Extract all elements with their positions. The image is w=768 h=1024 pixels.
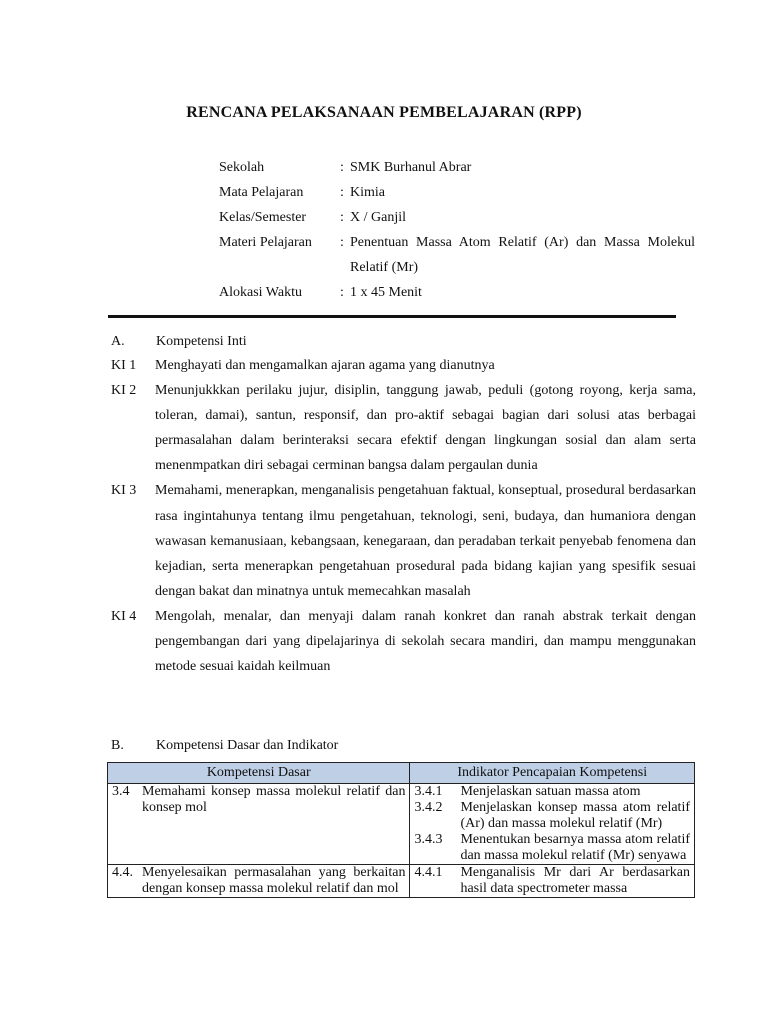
section-title: Kompetensi Dasar dan Indikator (156, 738, 339, 753)
ki-text: Menghayati dan mengamalkan ajaran agama yang dianutnya (155, 358, 495, 373)
identity-label: Materi Pelajaran (219, 235, 312, 250)
identity-colon: : (340, 235, 344, 250)
identity-colon: : (340, 160, 344, 175)
identity-label: Sekolah (219, 160, 265, 175)
identity-block (219, 155, 695, 305)
kd-number: 4.4. (112, 865, 133, 880)
section-title: Kompetensi Inti (156, 334, 247, 349)
ki-text: Menunjukkkan perilaku jujur, disiplin, tanggung jawab, peduli (gotong royong, kerja sama, toleran, damai), santun, responsif, dan pro-aktif sebagai bagian dari solusi atas berbagai permasalahan dalam berinteraksi secara efektif dengan lingkungan sosial dan alam serta menenmpatkan diri sebagai cerminan bangsa dalam pergaulan dunia (155, 383, 696, 474)
section-letter: A. (111, 334, 125, 349)
indicator-cell (410, 784, 695, 865)
indicator-text: Menganalisis Mr dari Ar berdasarkan hasil data spectrometer massa (460, 865, 690, 896)
ki-item (111, 353, 696, 378)
identity-row-subject (219, 180, 695, 205)
indicator-number: 4.4.1 (414, 865, 443, 880)
section-letter: B. (111, 738, 124, 753)
kd-entry (112, 865, 405, 897)
indicator-item (414, 800, 690, 832)
identity-colon: : (340, 210, 344, 225)
section-heading (111, 331, 696, 353)
table-row (108, 784, 695, 865)
ki-text: Memahami, menerapkan, menganalisis pengetahuan faktual, konseptual, prosedural berdasarkan rasa ingintahunya tentang ilmu pengetahuan, teknologi, seni, budaya, dan humaniora dengan wawasan kemanusiaan, kebangsaan, kenegaraan, dan peradaban terkait penyebab fenomena dan kejadian, serta menerapkan pengetahuan prosedural pada bidang kajian yang spesifik sesuai dengan bakat dan minatnya untuk memecahkan masalah (155, 483, 696, 599)
indicator-text: Menjelaskan satuan massa atom (460, 784, 641, 799)
identity-colon: : (340, 285, 344, 300)
kd-entry (112, 784, 405, 816)
kd-number: 3.4 (112, 784, 130, 799)
kd-text: Menyelesaikan permasalahan yang berkaitan dengan konsep massa molekul relatif dan mol (142, 865, 406, 896)
ki-item (111, 604, 696, 679)
kd-cell (108, 784, 410, 865)
indicator-item (414, 865, 690, 897)
ki-code: KI 3 (111, 483, 137, 499)
identity-value: X / Ganjil (350, 210, 406, 225)
competency-table (107, 762, 695, 898)
identity-value: Kimia (350, 185, 385, 200)
kd-cell (108, 865, 410, 898)
horizontal-rule (108, 315, 676, 318)
table-header-kd: Kompetensi Dasar (108, 763, 410, 784)
ki-code: KI 4 (111, 608, 137, 624)
identity-value: Penentuan Massa Atom Relatif (Ar) dan Massa Molekul Relatif (Mr) (350, 235, 695, 275)
indicator-number: 3.4.1 (414, 784, 443, 799)
section-heading (111, 735, 696, 757)
indicator-cell (410, 865, 695, 898)
ki-code: KI 2 (111, 383, 137, 399)
ki-item (111, 378, 696, 478)
indicator-item (414, 784, 690, 800)
document-title: RENCANA PELAKSANAAN PEMBELAJARAN (RPP) (186, 104, 582, 121)
indicator-number: 3.4.2 (414, 800, 443, 815)
table-header-indicator: Indikator Pencapaian Kompetensi (410, 763, 695, 784)
identity-row-school (219, 155, 695, 180)
section-kompetensi-inti (111, 331, 696, 679)
indicator-text: Menjelaskan konsep massa atom relatif (Ar) dan massa molekul relatif (Mr) (460, 800, 690, 831)
ki-text: Mengolah, menalar, dan menyaji dalam ranah konkret dan ranah abstrak terkait dengan pengembangan dari yang dipelajarinya di sekolah secara mandiri, dan mampu menggunakan metode sesuai kaidah keilmuan (155, 608, 696, 675)
indicator-item (414, 832, 690, 864)
ki-item (111, 478, 696, 603)
identity-label: Mata Pelajaran (219, 185, 304, 200)
table-row (108, 865, 695, 898)
section-kompetensi-dasar (111, 735, 696, 757)
ki-code: KI 1 (111, 358, 137, 373)
kd-text: Memahami konsep massa molekul relatif dan konsep mol (142, 784, 406, 815)
identity-value: SMK Burhanul Abrar (350, 160, 472, 175)
indicator-number: 3.4.3 (414, 832, 443, 847)
identity-row-class (219, 205, 695, 230)
identity-row-material (219, 230, 695, 280)
identity-label: Alokasi Waktu (219, 285, 302, 300)
indicator-text: Menentukan besarnya massa atom relatif dan massa molekul relatif (Mr) senyawa (460, 832, 690, 863)
identity-label: Kelas/Semester (219, 210, 307, 225)
identity-value: 1 x 45 Menit (350, 285, 422, 300)
table-header-row (108, 763, 695, 784)
identity-row-time (219, 280, 695, 305)
identity-colon: : (340, 185, 344, 200)
